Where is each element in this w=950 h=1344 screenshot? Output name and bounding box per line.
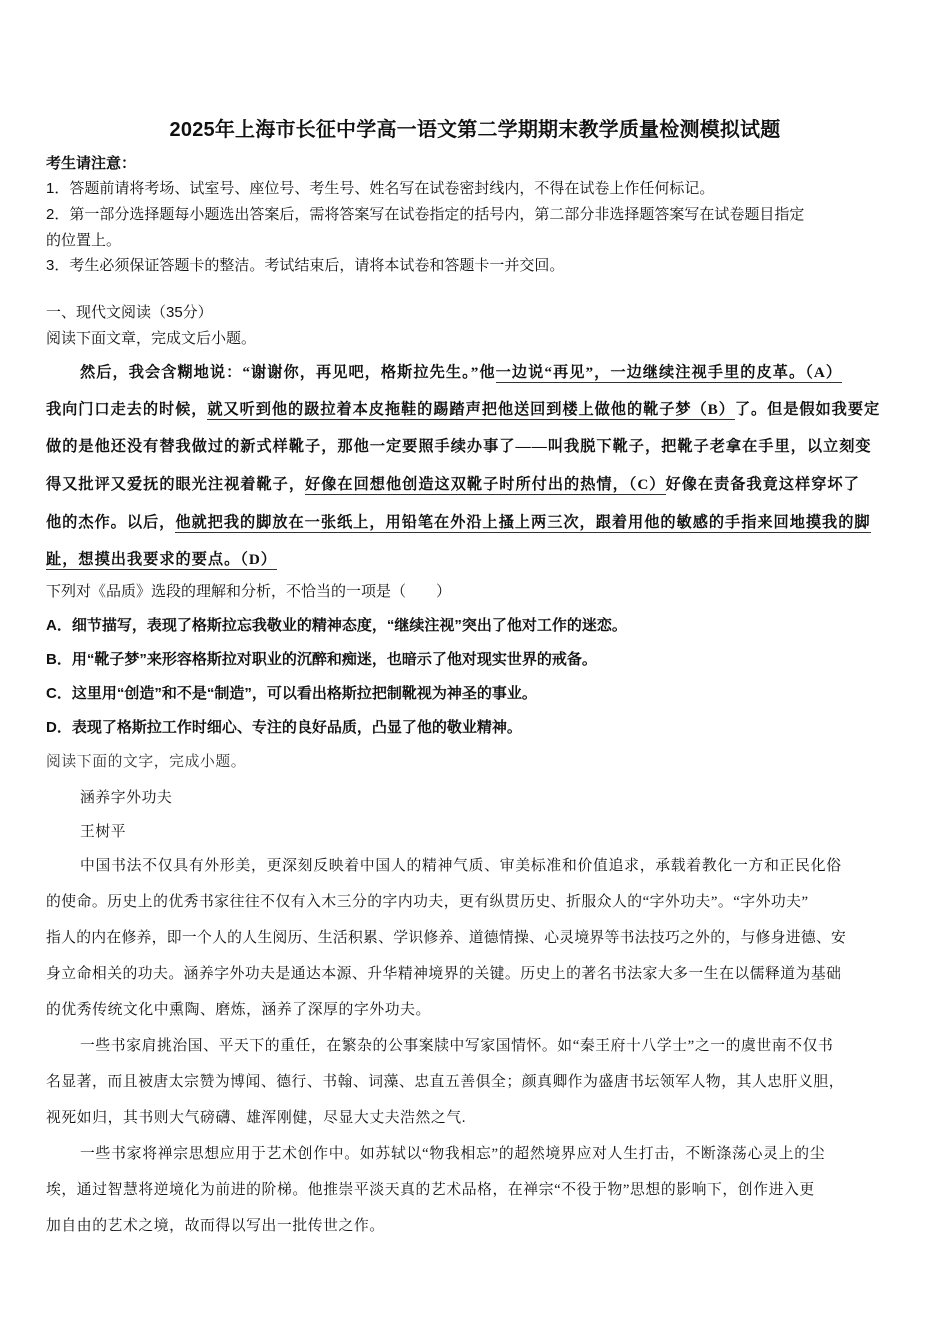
underlined-sentence-c: 好像在回想他创造这双靴子时所付出的热情，（C） bbox=[305, 476, 666, 493]
section-2-intro: 阅读下面的文字，完成小题。 bbox=[46, 754, 247, 770]
passage-line-5 bbox=[46, 511, 906, 532]
option-a: A．细节描写，表现了格斯拉忘我敬业的精神态度，“继续注视”突出了他对工作的迷恋。 bbox=[46, 617, 627, 634]
section-1-intro: 阅读下面文章，完成文后小题。 bbox=[46, 330, 257, 347]
notice-item-2-line-2: 的位置上。 bbox=[46, 232, 122, 249]
passage-text: 了。但是假如我要定 bbox=[734, 401, 881, 418]
article-p2-line: 视死如归，其书则大气磅礴、雄浑刚健，尽显大丈夫浩然之气. bbox=[46, 1110, 467, 1126]
option-d: D．表现了格斯拉工作时细心、专注的良好品质，凸显了他的敬业精神。 bbox=[46, 719, 522, 736]
passage-text: 得又批评又爱抚的眼光注视着靴子， bbox=[46, 476, 305, 493]
article-p3-line: 埃，通过智慧将逆境化为前进的阶梯。他推崇平淡天真的艺术品格，在禅宗“不役于物”思想的影响下，创作进入更 bbox=[46, 1182, 815, 1198]
article-author: 王树平 bbox=[80, 824, 127, 840]
article-p1-line: 的使命。历史上的优秀书家往往不仅有入木三分的字内功夫，更有纵贯历史、折服众人的“字外功夫”。“字外功夫” bbox=[46, 894, 809, 910]
underlined-sentence-d: 他就把我的脚放在一张纸上，用铅笔在外沿上搔上两三次，跟着用他的敏感的手指来回地摸我的脚 bbox=[175, 514, 871, 531]
passage-text: 他的杰作。以后， bbox=[46, 514, 176, 531]
passage-line-4 bbox=[46, 473, 906, 494]
passage-line-2 bbox=[46, 398, 906, 419]
option-b: B．用“靴子梦”来形容格斯拉对职业的沉醉和痴迷，也暗示了他对现实世界的戒备。 bbox=[46, 651, 597, 668]
passage-line-3: 做的是他还没有替我做过的新式样靴子，那他一定要照手续办事了——叫我脱下靴子，把靴子老拿在手里，以立刻变 bbox=[46, 438, 872, 455]
notice-item-1: 1．答题前请将考场、试室号、座位号、考生号、姓名写在试卷密封线内，不得在试卷上作任何标记。 bbox=[46, 180, 715, 197]
article-title: 涵养字外功夫 bbox=[80, 790, 173, 806]
question-stem: 下列对《品质》选段的理解和分析，不恰当的一项是（ ） bbox=[46, 583, 452, 600]
passage-text: 我向门口走去的时候， bbox=[46, 401, 208, 418]
passage-line-6 bbox=[46, 548, 906, 569]
article-p1-line: 的优秀传统文化中熏陶、磨炼，涵养了深厚的字外功夫。 bbox=[46, 1002, 431, 1018]
passage-text: 好像在责备我竟这样穿坏了 bbox=[665, 476, 860, 493]
article-p1-line: 指人的内在修养，即一个人的人生阅历、生活积累、学识修养、道德情操、心灵境界等书法技巧之外的，与修身进德、安 bbox=[46, 930, 847, 946]
passage-text: 然后，我会含糊地说：“谢谢你，再见吧，格斯拉先生。”他 bbox=[80, 364, 496, 381]
article-p2-line: 名显著，而且被唐太宗赞为博闻、德行、书翰、词藻、忠直五善俱全；颜真卿作为盛唐书坛领军人物，其人忠肝义胆， bbox=[46, 1074, 845, 1090]
article-p2-line: 一些书家肩挑治国、平天下的重任，在繁杂的公事案牍中写家国情怀。如“秦王府十八学士”之一的虞世南不仅书 bbox=[80, 1038, 834, 1054]
notice-heading: 考生请注意： bbox=[46, 155, 137, 172]
article-p3-line: 加自由的艺术之境，故而得以写出一批传世之作。 bbox=[46, 1218, 385, 1234]
article-p3-line: 一些书家将禅宗思想应用于艺术创作中。如苏轼以“物我相忘”的超然境界应对人生打击，不断涤荡心灵上的尘 bbox=[80, 1146, 826, 1162]
option-c: C．这里用“创造”和不是“制造”，可以看出格斯拉把制靴视为神圣的事业。 bbox=[46, 685, 537, 702]
underlined-sentence-a: 一边说“再见”，一边继续注视手里的皮革。（A） bbox=[495, 364, 843, 381]
notice-item-2-line-1: 2．第一部分选择题每小题选出答案后，需将答案写在试卷指定的括号内，第二部分非选择题答案写在试卷题目指定 bbox=[46, 206, 805, 223]
page-title: 2025年上海市长征中学高一语文第二学期期末教学质量检测模拟试题 bbox=[169, 119, 781, 141]
notice-item-3: 3．考生必须保证答题卡的整洁。考试结束后，请将本试卷和答题卡一并交回。 bbox=[46, 257, 565, 274]
article-p1-line: 身立命相关的功夫。涵养字外功夫是通达本源、升华精神境界的关键。历史上的著名书法家大多一生在以儒释道为基础 bbox=[46, 966, 842, 982]
underlined-sentence-d-end: 趾，想摸出我要求的要点。（D） bbox=[46, 551, 277, 568]
section-1-heading: 一、现代文阅读（35分） bbox=[46, 304, 213, 321]
underlined-sentence-b: 就又听到他的趿拉着本皮拖鞋的踢踏声把他送回到楼上做他的靴子梦（B） bbox=[207, 401, 735, 418]
article-p1-line: 中国书法不仅具有外形美，更深刻反映着中国人的精神气质、审美标准和价值追求，承载着教化一方和正民化俗 bbox=[80, 858, 842, 874]
passage-line-1 bbox=[80, 361, 906, 382]
